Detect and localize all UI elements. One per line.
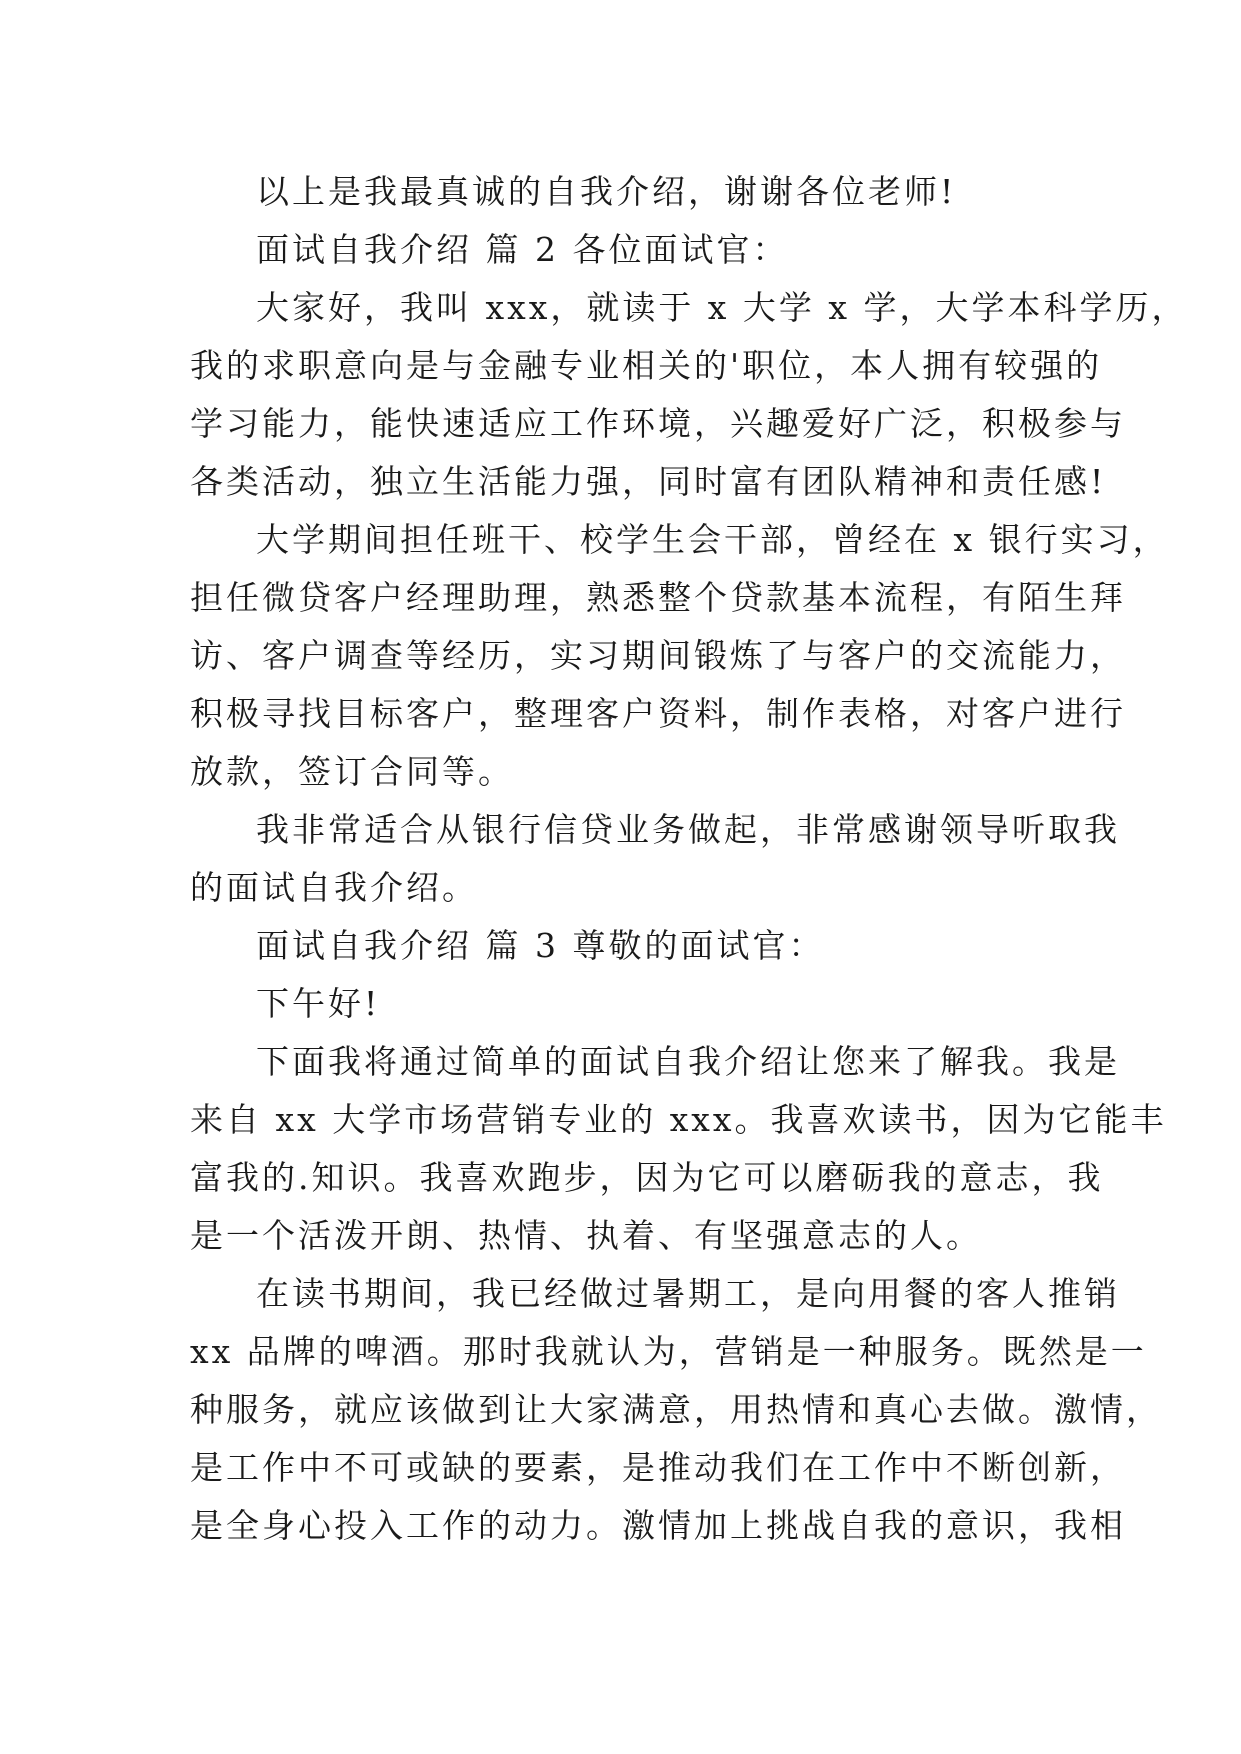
paragraph-line: 下面我将通过简单的面试自我介绍让您来了解我。我是	[256, 1042, 1120, 1081]
paragraph-line: 放款，签订合同等。	[190, 752, 514, 791]
paragraph-line: 的面试自我介绍。	[190, 868, 478, 907]
paragraph-line: 大家好，我叫 xxx，就读于 x 大学 x 学，大学本科学历，	[256, 288, 1188, 327]
paragraph-line: 担任微贷客户经理助理，熟悉整个贷款基本流程，有陌生拜	[190, 578, 1126, 617]
section-heading: 面试自我介绍 篇 2 各位面试官：	[256, 230, 789, 269]
paragraph-line: xx 品牌的啤酒。那时我就认为，营销是一种服务。既然是一	[190, 1332, 1147, 1371]
paragraph-line: 富我的.知识。我喜欢跑步，因为它可以磨砺我的意志，我	[190, 1158, 1104, 1197]
paragraph-line: 积极寻找目标客户，整理客户资料，制作表格，对客户进行	[190, 694, 1126, 733]
paragraph-line: 来自 xx 大学市场营销专业的 xxx。我喜欢读书，因为它能丰	[190, 1100, 1167, 1139]
paragraph-line: 是一个活泼开朗、热情、执着、有坚强意志的人。	[190, 1216, 982, 1255]
paragraph-line: 学习能力，能快速适应工作环境，兴趣爱好广泛，积极参与	[190, 404, 1126, 443]
paragraph-line: 下午好!	[256, 984, 381, 1023]
document-body	[190, 163, 1188, 1555]
paragraph-line: 以上是我最真诚的自我介绍，谢谢各位老师!	[256, 172, 957, 211]
paragraph-line: 是全身心投入工作的动力。激情加上挑战自我的意识，我相	[190, 1506, 1126, 1545]
paragraph-line: 我非常适合从银行信贷业务做起，非常感谢领导听取我	[256, 810, 1120, 849]
section-heading: 面试自我介绍 篇 3 尊敬的面试官：	[256, 926, 825, 965]
paragraph-line: 在读书期间，我已经做过暑期工，是向用餐的客人推销	[256, 1274, 1120, 1313]
paragraph-line: 大学期间担任班干、校学生会干部，曾经在 x 银行实习，	[256, 520, 1169, 559]
paragraph-line: 各类活动，独立生活能力强，同时富有团队精神和责任感!	[190, 462, 1107, 501]
paragraph-line: 是工作中不可或缺的要素，是推动我们在工作中不断创新，	[190, 1448, 1126, 1487]
paragraph-line: 访、客户调查等经历，实习期间锻炼了与客户的交流能力，	[190, 636, 1126, 675]
paragraph-line: 我的求职意向是与金融专业相关的'职位，本人拥有较强的	[190, 346, 1103, 385]
paragraph-line: 种服务，就应该做到让大家满意，用热情和真心去做。激情，	[190, 1390, 1162, 1429]
